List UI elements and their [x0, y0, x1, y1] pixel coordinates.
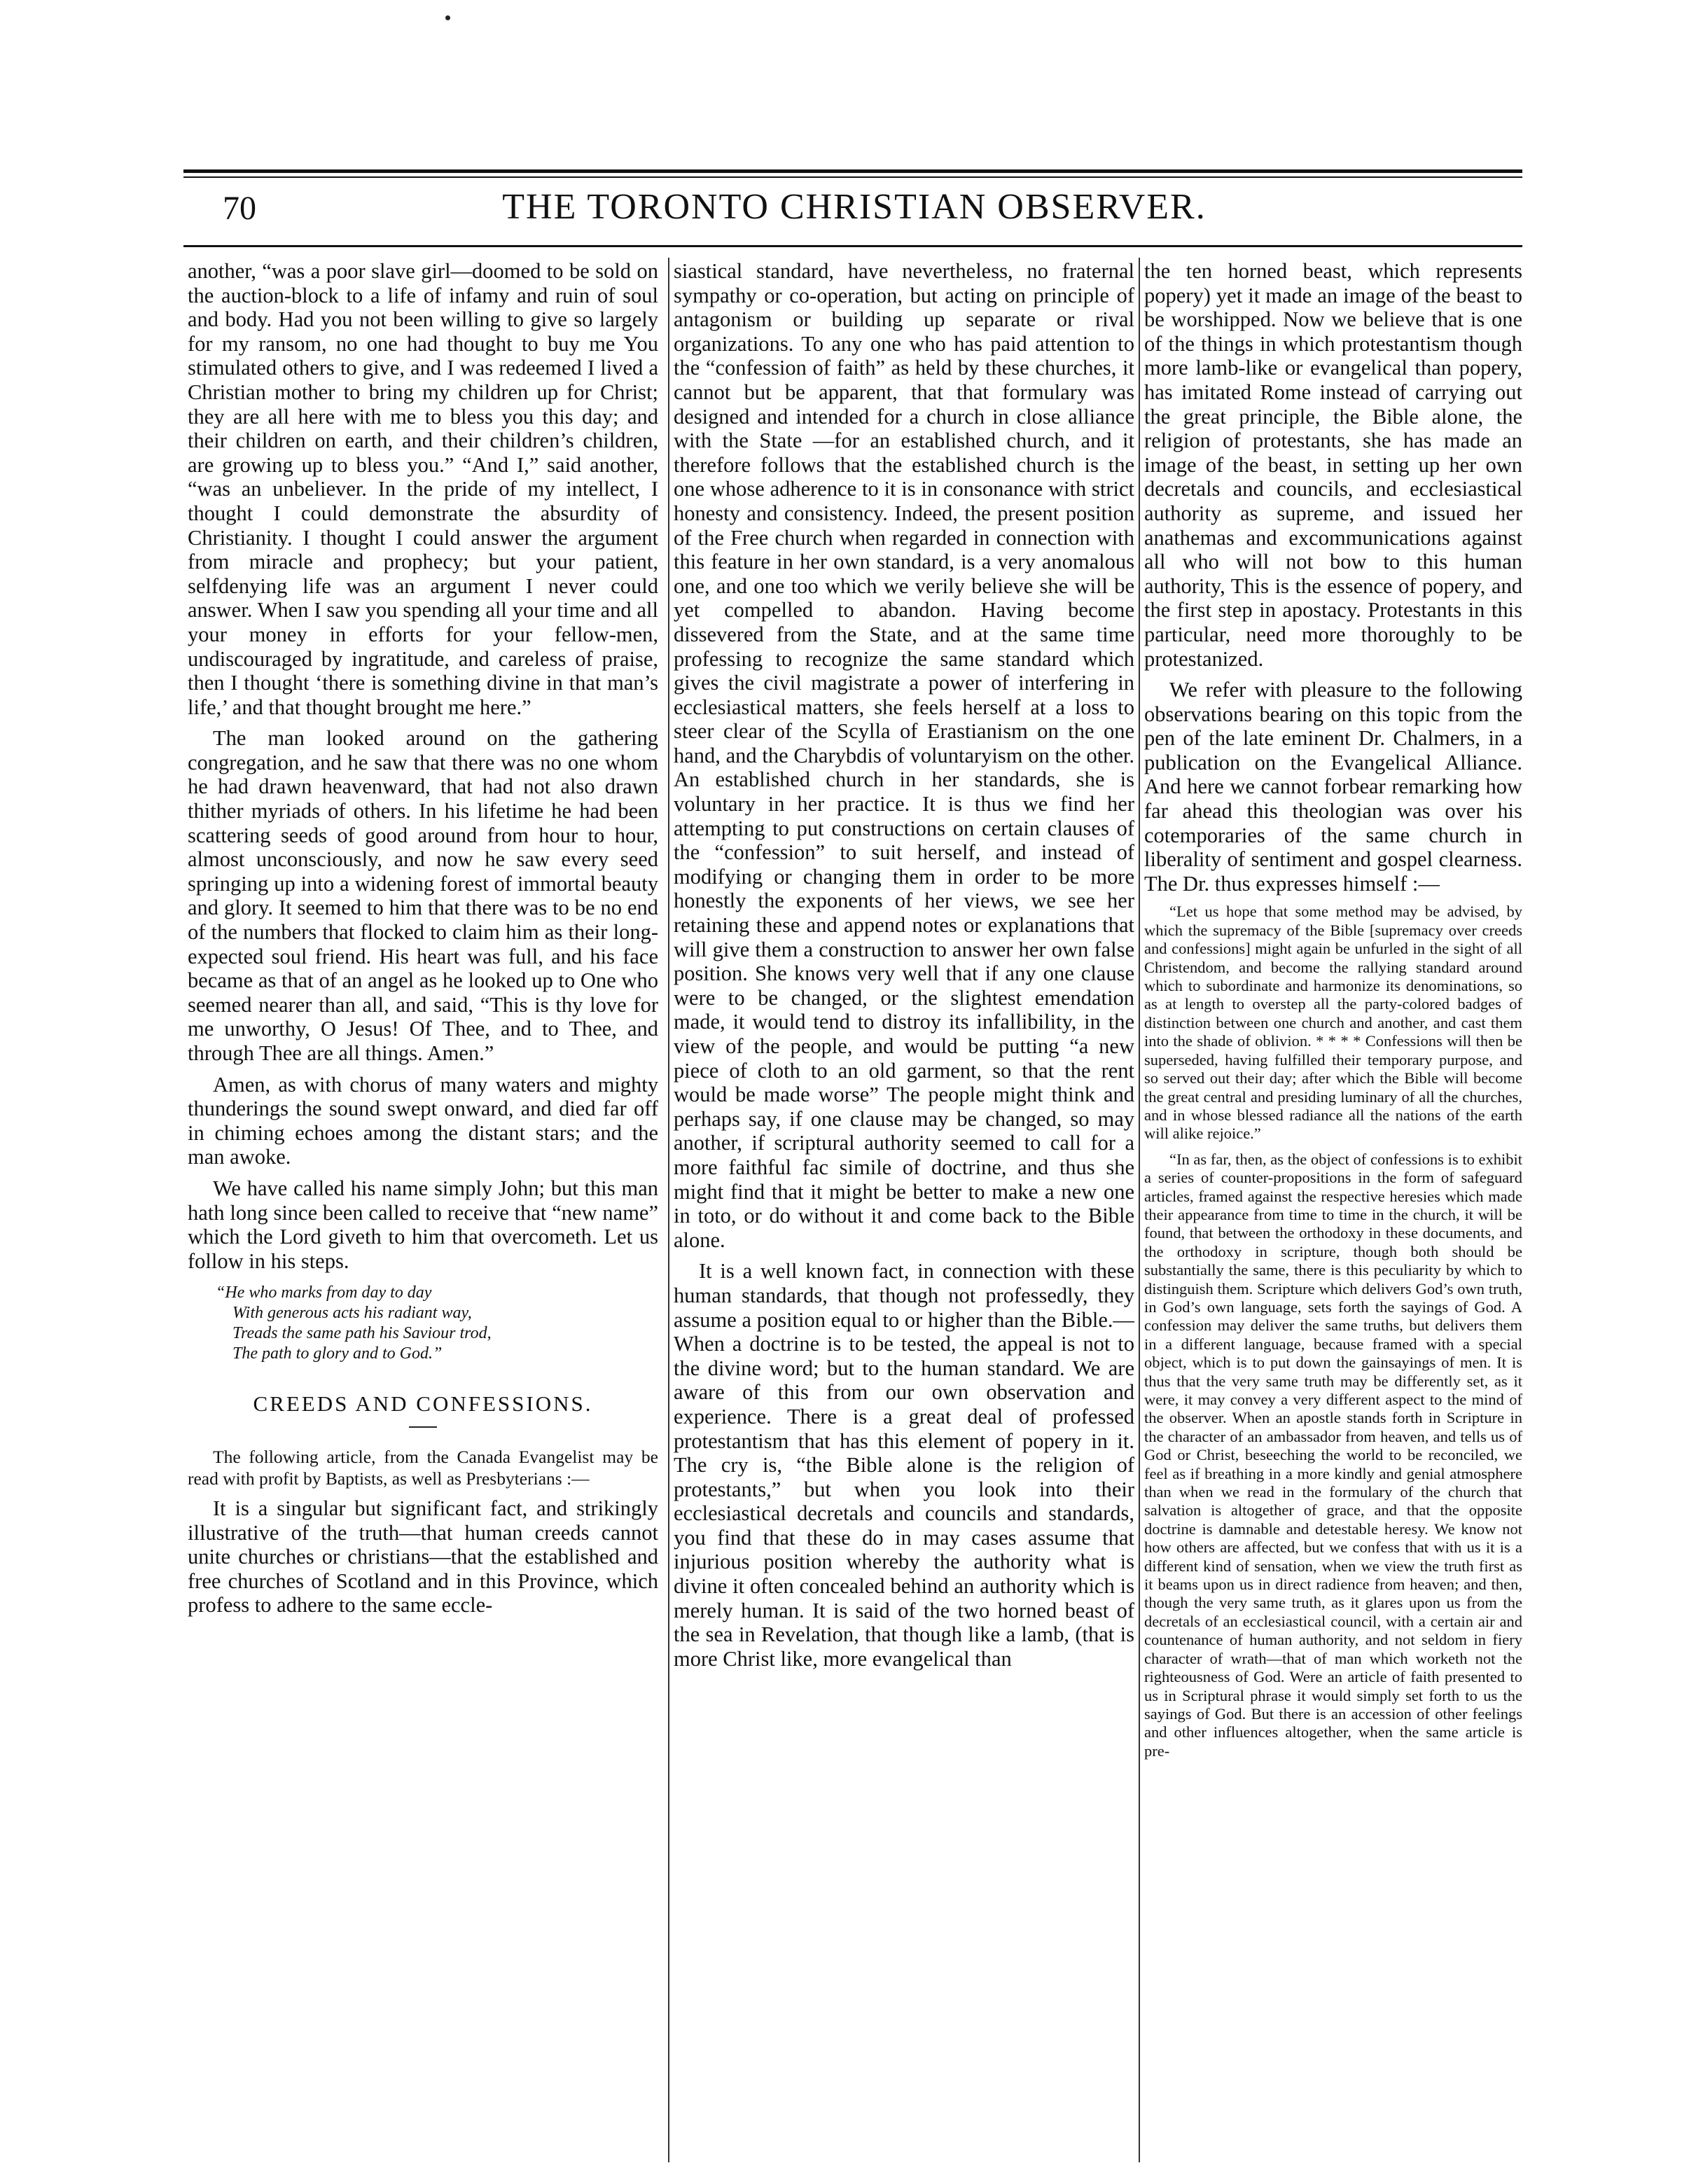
column-divider-1	[668, 258, 669, 2162]
block-quote: “In as far, then, as the object of confessions is to exhibit a series of counter-propositions in the form of safeguard articles, framed against the respective heresies which made their appearance from time to time in the church, it will be found, that between the orthodoxy in these documents, and the orthodoxy in scripture, though both should be substantially the same, there is this peculiarity by which to distinguish them. Scripture which delivers God’s own truth, in God’s own language, sets forth the sayings of God. A confession may deliver the same truths, but delivers them in a different language, because framed with a special object, which is to put down the gainsayings of men. It is thus that the very same truth may be differently set, as it were, it may convey a very different aspect to the mind of the observer. When an apostle stands forth in Scripture in the character of an ambassador from heaven, and tells us of God or Christ, beseeching the world to be reconciled, we feel as if breathing in a more kindly and genial atmosphere than when we read in the formulary of the church that salvation is altogether of grace, and that the opposite doctrine is damnable and detestable heresy. We know not how others are affected, but we confess that with us it is a different kind of sensation, when we view the truth first as it beams upon us in direct radience from heaven; and then, though the very same truth, as it glares upon us from the decretals of an ecclesiastical council, with a certain air and countenance of human authority, and not seldom in fiery character of wrath—that of man which worketh not the righteousness of God. Were an article of faith presented to us in Scriptural phrase it would simply set forth to us the sayings of God. But there is an accession of other feelings and other influences altogether, when the same article is pre-	[1144, 1150, 1522, 1760]
masthead-title: THE TORONTO CHRISTIAN OBSERVER.	[502, 187, 1207, 227]
page-header	[203, 183, 1506, 239]
paragraph: Amen, as with chorus of many waters and mighty thunderings the sound swept onward, and died far off in chiming echoes among the distant stars; and the man awoke.	[188, 1072, 658, 1169]
block-quote: “Let us hope that some method may be advised, by which the supremacy of the Bible [supremacy over creeds and confessions] might again be unfurled in the sight of all Christendom, and become the rallying standard around which to subordinate and harmonize its denominations, so as at length to overstep all the party-colored badges of distinction between one church and another, and cast them into the shade of oblivion. * * * * Confessions will then be superseded, having fulfilled their temporary purpose, and so served out their day; after which the Bible will become the great central and presiding luminary of all the churches, and in whose blessed radiance all the nations of the earth will alike rejoice.”	[1144, 903, 1522, 1143]
page-number: 70	[223, 190, 256, 227]
top-rule-thick	[183, 169, 1522, 173]
paragraph: It is a singular but significant fact, and strikingly illustrative of the truth—that human creeds cannot unite churches or christians—that the established and free churches of Scotland and in this Province, which profess to adhere to the same eccle-	[188, 1496, 658, 1618]
column-3	[1144, 259, 1522, 2164]
paragraph: The man looked around on the gathering congregation, and he saw that there was no one whom he had drawn heavenward, that had not also drawn thither myriads of others. In his lifetime he had been scattering seeds of good around from hour to hour, almost unconsciously, and now he saw every seed springing up into a widening forest of immortal beauty and glory. It seemed to him that there was to be no end of the numbers that flocked to claim him as their long-expected soul friend. His heart was full, and his face became as that of an angel as he looked up to One who seemed nearer than all, and said, “This is thy love for me unworthy, O Jesus! Of Thee, and to Thee, and through Thee are all things. Amen.”	[188, 726, 658, 1065]
header-rule	[183, 245, 1522, 247]
verse-line: The path to glory and to God.”	[232, 1344, 443, 1363]
paragraph: We refer with pleasure to the following observations bearing on this topic from the pen of the late eminent Dr. Chalmers, in a publication on the Evangelical Alliance. And here we cannot forbear remarking how far ahead this theologian was over his cotemporaries of the same church in liberality of sentiment and gospel clearness. The Dr. thus expresses himself :—	[1144, 678, 1522, 896]
paragraph: another, “was a poor slave girl—doomed to be sold on the auction-block to a life of infamy and ruin of soul and body. Had you not been willing to give so largely for my ransom, no one had thought to buy me You stimulated others to give, and I was redeemed I lived a Christian mother to bring my children up for Christ; they are all here with me to bless you this day; and their children on earth, and their children’s children, are growing up to bless you.” “And I,” said another, “was an unbeliever. In the pride of my intellect, I thought I could demonstrate the absurdity of Christianity. I thought I could answer the argument from miracle and prophecy; but your patient, selfdenying life was an argument I never could answer. When I saw you spending all your time and all your money in efforts for your fellow-men, undiscouraged by ingratitude, and careless of praise, then I thought ‘there is something divine in that man’s life,’ and that thought brought me here.”	[188, 259, 658, 719]
paragraph: We have called his name simply John; but this man hath long since been called to receive that “new name” which the Lord giveth to him that overcometh. Let us follow in his steps.	[188, 1176, 658, 1273]
verse-line: “He who marks from day to day	[216, 1284, 432, 1302]
verse-quote	[216, 1283, 658, 1364]
paragraph: It is a well known fact, in connection with these human standards, that though not professedly, they assume a position equal to or higher than the Bible.—When a doctrine is to be tested, the appeal is not to the divine word; but to the human standard. We are aware of this from our own observation and experience. There is a great deal of professed protestantism that has this element of popery in it. The cry is, “the Bible alone is the religion of protestants,” but when you look into their ecclesiastical decretals and councils and standards, you find that these do in may cases assume that injurious position whereby the authority what is divine it often concealed behind an authority which is merely human. It is said of the two horned beast of the sea in Revelation, that though like a lamb, (that is more Christ like, more evangelical than	[674, 1259, 1134, 1671]
section-dash	[409, 1426, 437, 1428]
paragraph: the ten horned beast, which represents popery) yet it made an image of the beast to be worshipped. Now we believe that is one of the things in which protestantism though more lamb-like or evangelical than popery, has imitated Rome instead of carrying out the great principle, the Bible alone, the religion of protestants, she has made an image of the beast, in setting up her own decretals and councils, and ecclesiastical authority as supreme, and issued her anathemas and excommunications against all who will not bow to this human authority, This is the essence of popery, and the first step in apostacy. Protestants in this particular, need more thoroughly to be protestanized.	[1144, 259, 1522, 671]
paragraph: siastical standard, have nevertheless, no fraternal sympathy or co-operation, but acting on principle of antagonism or building up separate or rival organizations. To any one who has paid attention to the “confession of faith” as held by these churches, it cannot but be apparent, that that formulary was designed and intended for a church in close alliance with the State —for an established church, and it therefore follows that the established church is the one whose adherence to it is in consonance with strict honesty and consistency. Indeed, the present position of the Free church when regarded in connection with this feature in her own standard, is a very anomalous one, and one too which we verily believe she will be yet compelled to abandon. Having become dissevered from the State, and at the same time professing to recognize the same standard which gives the civil magistrate a power of interfering in ecclesiastical matters, she feels herself at a loss to steer clear of the Scylla of Erastianism on the one hand, and the Charybdis of voluntaryism on the other. An established church in her standards, she is voluntary in her practice. It is thus we find her attempting to put constructions on certain clauses of the “confession” to suit herself, and instead of modifying or changing them in order to be more honestly the exponents of her views, we see her retaining these and append notes or explanations that will give them a construction to answer her own false position. She knows very well that if any one clause were to be changed, or the slightest emendation made, it would tend to distroy its infallibility, in the view of the people, and would be putting “a new piece of cloth to an old garment, so that the rent would be made worse” The people might think and perhaps say, if one clause may be changed, so may another, if scriptural authority seemed to call for a more faithful fac simile of doctrine, and thus she might find that it might be better to make a new one in toto, or do without it and come back to the Bible alone.	[674, 259, 1134, 1252]
article-intro: The following article, from the Canada Evangelist may be read with profit by Baptists, as well as Presbyterians :—	[188, 1446, 658, 1489]
column-1	[188, 259, 658, 2164]
ink-speck	[445, 15, 450, 20]
column-divider-2	[1139, 258, 1140, 2162]
column-2	[674, 259, 1134, 2164]
verse-line: With generous acts his radiant way,	[232, 1304, 472, 1323]
verse-line: Treads the same path his Saviour trod,	[232, 1324, 492, 1343]
section-title: CREEDS AND CONFESSIONS.	[253, 1391, 593, 1417]
top-rule-thin	[183, 176, 1522, 178]
